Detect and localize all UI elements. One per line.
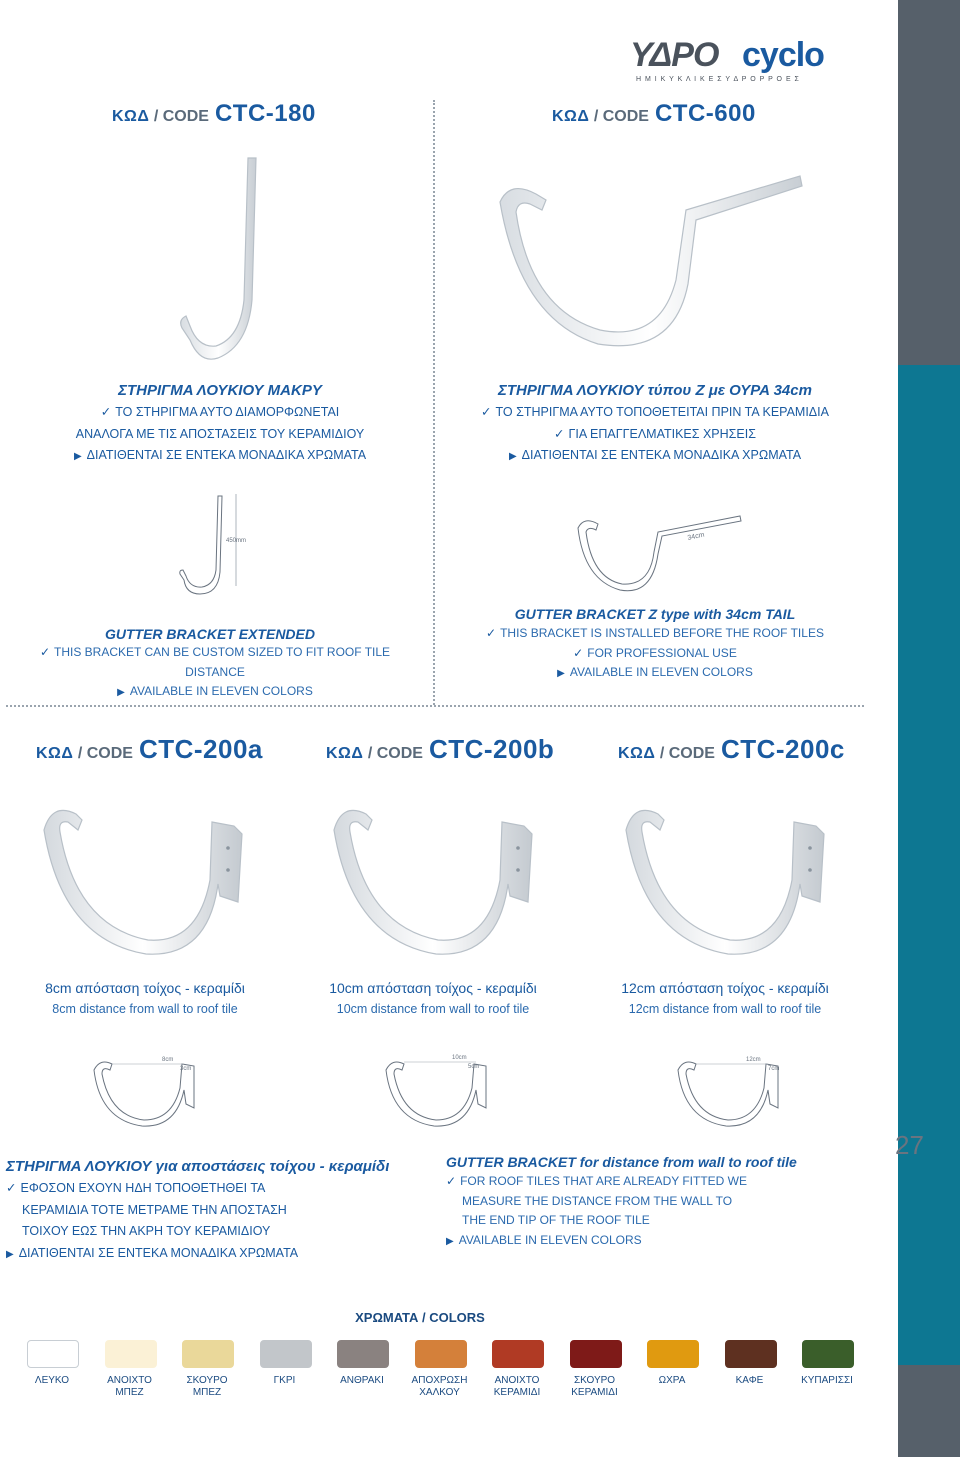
ctc600-title-gr: [470, 382, 840, 399]
code-prefix: ΚΩΔ: [618, 745, 656, 762]
color-label-line1: ΛΕΥΚΟ: [34, 1375, 70, 1386]
color-label-line1: ΑΝΟΙΧΤΟ: [107, 1375, 152, 1386]
color-label: [787, 1375, 867, 1387]
code-sep: / CODE: [149, 108, 209, 125]
column-divider: [433, 100, 435, 705]
color-label-line2: ΜΠΕΖ: [192, 1387, 222, 1398]
desc-line: [6, 1243, 426, 1266]
desc-line: [40, 402, 400, 424]
check-icon: ✓: [486, 626, 497, 640]
bottom-title-gr: [6, 1158, 426, 1175]
ctc200b-drawing: [380, 1050, 510, 1130]
desc-line: [40, 424, 400, 446]
code-ctc200b: [326, 734, 554, 765]
color-swatch: [647, 1340, 699, 1368]
ctc200c-distance: [600, 980, 850, 1016]
desc-line: [450, 402, 860, 424]
code-ctc200c: [618, 734, 845, 765]
color-label-line1: ΩΧΡΑ: [658, 1375, 686, 1386]
desc-text: ΔΙΑΤΙΘΕΝΤΑΙ ΣΕ ΕΝΤΕΚΑ ΜΟΝΑΔΙΚΑ ΧΡΩΜΑΤΑ: [521, 448, 802, 462]
dim-label: 450mm: [226, 538, 247, 544]
color-swatch: [802, 1340, 854, 1368]
desc-line: [10, 643, 420, 682]
distance-gr: 8cm απόσταση τοίχος - κεραμίδι: [45, 980, 245, 996]
color-label: [90, 1375, 170, 1399]
color-swatch: [182, 1340, 234, 1368]
ctc600-title-en: [480, 606, 830, 622]
color-label: [400, 1375, 480, 1399]
title-text: GUTTER BRACKET for distance from wall to roof tile: [446, 1154, 797, 1170]
desc-line: [450, 624, 860, 644]
check-icon: ✓: [554, 426, 565, 441]
color-label: [555, 1375, 635, 1399]
colors-heading: ΧΡΩΜΑΤΑ / COLORS: [355, 1310, 485, 1325]
desc-line: [446, 1231, 866, 1252]
desc-text: MEASURE THE DISTANCE FROM THE WALL TO: [462, 1193, 733, 1208]
bottom-title-en: [446, 1154, 866, 1170]
title-text: ΣΤΗΡΙΓΜΑ ΛΟΥΚΙΟΥ τύπου Z με ΟΥΡΑ 34cm: [498, 382, 812, 399]
ctc600-desc-gr: [450, 402, 860, 468]
color-label-line2: ΜΠΕΖ: [115, 1387, 144, 1398]
color-label-line1: ΚΑΦΕ: [735, 1375, 764, 1386]
color-label-line2: ΚΕΡΑΜΙΔΙ: [493, 1387, 541, 1398]
title-text: GUTTER BRACKET EXTENDED: [104, 626, 315, 642]
desc-line: [10, 682, 420, 703]
desc-line: [446, 1192, 866, 1212]
code-sep: / CODE: [655, 745, 715, 762]
color-label-line1: ΣΚΟΥΡΟ: [186, 1375, 228, 1386]
dim-label: 8cm: [162, 1057, 174, 1063]
color-label-line1: ΑΝΟΙΧΤΟ: [494, 1375, 540, 1386]
color-label-line2: ΧΑΛΚΟΥ: [419, 1387, 460, 1398]
color-label-line1: ΣΚΟΥΡΟ: [573, 1375, 616, 1386]
color-swatch: [570, 1340, 622, 1368]
ctc200b-photo: [328, 800, 548, 960]
desc-line: [6, 1178, 426, 1200]
color-label-line1: ΑΝΘΡΑΚΙ: [340, 1375, 384, 1386]
check-icon: ✓: [100, 405, 112, 419]
brand-logo: [630, 38, 865, 88]
code-sep: / CODE: [589, 108, 649, 125]
check-icon: ✓: [481, 405, 492, 419]
triangle-icon: ▶: [6, 1248, 14, 1260]
code-value: CTC-200b: [428, 734, 555, 764]
logo-tagline: Η Μ Ι Κ Υ Κ Λ Ι Κ Ε Σ Υ Δ Ρ Ο Ρ Ρ Ο Ε Σ: [636, 76, 800, 83]
triangle-icon: ▶: [117, 687, 125, 698]
check-icon: ✓: [6, 1181, 17, 1195]
code-sep: / CODE: [363, 745, 423, 762]
ctc180-drawing: [170, 490, 260, 600]
ctc600-photo: [490, 160, 820, 360]
ctc180-photo: [160, 150, 280, 380]
desc-text: ΤΟ ΣΤΗΡΙΓΜΑ ΑΥΤΟ ΤΟΠΟΘΕΤΕΙΤΑΙ ΠΡΙΝ ΤΑ ΚΕΡΑΜΙΔΙΑ: [495, 405, 829, 419]
dim-label: 34cm: [686, 531, 706, 542]
dim-label: 3cm: [180, 1066, 192, 1072]
code-value: CTC-200a: [138, 734, 263, 764]
desc-text: ΓΙΑ ΕΠΑΓΓΕΛΜΑΤΙΚΕΣ ΧΡΗΣΕΙΣ: [568, 426, 756, 441]
desc-line: [446, 1172, 866, 1192]
bottom-desc-en: [446, 1172, 866, 1251]
desc-line: [40, 445, 400, 468]
desc-text: THIS BRACKET CAN BE CUSTOM SIZED TO FIT ROOF TILE DISTANCE: [54, 645, 391, 679]
color-label: [710, 1375, 790, 1387]
section-divider: [6, 705, 864, 707]
desc-line: [6, 1221, 426, 1243]
ctc200a-photo: [38, 800, 258, 960]
color-swatch: [415, 1340, 467, 1368]
ctc200c-drawing: [672, 1050, 802, 1130]
logo-text-cyclo: cyclo: [742, 36, 824, 74]
code-ctc200a: [36, 734, 263, 765]
code-value: CTC-200c: [720, 734, 845, 764]
check-icon: ✓: [39, 645, 50, 659]
desc-text: THIS BRACKET IS INSTALLED BEFORE THE ROOF TILES: [500, 626, 824, 640]
title-text: ΣΤΗΡΙΓΜΑ ΛΟΥΚΙΟΥ για αποστάσεις τοίχου - κεραμίδι: [6, 1158, 390, 1175]
desc-line: [450, 445, 860, 468]
distance-en: 8cm distance from wall to roof tile: [52, 1002, 238, 1016]
code-sep: / CODE: [73, 745, 133, 762]
desc-text: ΑΝΑΛΟΓΑ ΜΕ ΤΙΣ ΑΠΟΣΤΑΣΕΙΣ ΤΟΥ ΚΕΡΑΜΙΔΙΟΥ: [75, 426, 365, 441]
check-icon: ✓: [573, 645, 584, 660]
color-label-line1: ΓΚΡΙ: [273, 1375, 296, 1386]
color-swatch: [105, 1340, 157, 1368]
ctc600-desc-en: [450, 624, 860, 684]
color-swatch: [492, 1340, 544, 1368]
ctc200a-distance: [20, 980, 270, 1016]
code-value: CTC-180: [214, 100, 316, 127]
ctc600-drawing: [570, 508, 750, 598]
title-text: ΣΤΗΡΙΓΜΑ ΛΟΥΚΙΟΥ ΜΑΚΡΥ: [118, 382, 322, 399]
triangle-icon: ▶: [508, 451, 517, 462]
desc-text: ΤΟ ΣΤΗΡΙΓΜΑ ΑΥΤΟ ΔΙΑΜΟΡΦΩΝΕΤΑΙ: [115, 405, 340, 419]
desc-text: ΤΟΙΧΟΥ ΕΩΣ ΤΗΝ ΑΚΡΗ ΤΟΥ ΚΕΡΑΜΙΔΙΟΥ: [22, 1224, 271, 1238]
code-prefix: ΚΩΔ: [36, 745, 74, 762]
color-label: [632, 1375, 712, 1387]
code-value: CTC-600: [654, 100, 756, 127]
logo-text-ydro: ΥΔΡΟ: [630, 36, 719, 74]
ctc200a-drawing: [88, 1050, 218, 1130]
color-label-line1: ΑΠΟΧΡΩΣΗ: [411, 1375, 468, 1386]
color-label: [322, 1375, 402, 1387]
check-icon: ✓: [446, 1174, 457, 1188]
desc-text: FOR ROOF TILES THAT ARE ALREADY FITTED WE: [460, 1174, 748, 1188]
code-ctc180: [112, 100, 316, 128]
title-text: GUTTER BRACKET Z type with 34cm TAIL: [514, 606, 796, 622]
ctc200c-photo: [620, 800, 840, 960]
desc-text: AVAILABLE IN ELEVEN COLORS: [458, 1232, 642, 1247]
desc-line: [6, 1200, 426, 1222]
triangle-icon: ▶: [446, 1235, 454, 1247]
bottom-desc-gr: [6, 1178, 426, 1265]
desc-line: [450, 644, 860, 664]
color-label: [245, 1375, 325, 1387]
color-swatch: [260, 1340, 312, 1368]
ctc180-title-gr: [60, 382, 380, 399]
dim-label: 5cm: [468, 1064, 480, 1070]
ctc180-desc-en: [10, 643, 420, 703]
desc-text: ΔΙΑΤΙΘΕΝΤΑΙ ΣΕ ΕΝΤΕΚΑ ΜΟΝΑΔΙΚΑ ΧΡΩΜΑΤΑ: [18, 1245, 299, 1260]
color-label: [477, 1375, 557, 1399]
color-label-line1: ΚΥΠΑΡΙΣΣΙ: [801, 1375, 853, 1386]
code-prefix: ΚΩΔ: [552, 108, 590, 125]
color-swatch: [725, 1340, 777, 1368]
ctc200b-distance: [308, 980, 558, 1016]
dim-label: 7cm: [768, 1066, 780, 1072]
side-band-accent: [898, 365, 960, 1365]
code-ctc600: [552, 100, 756, 128]
distance-gr: 12cm απόσταση τοίχος - κεραμίδι: [621, 980, 829, 996]
desc-text: THE END TIP OF THE ROOF TILE: [462, 1213, 650, 1227]
desc-line: [446, 1211, 866, 1231]
color-label-line2: ΚΕΡΑΜΙΔΙ: [571, 1387, 618, 1398]
code-prefix: ΚΩΔ: [112, 108, 150, 125]
color-label: [12, 1375, 92, 1387]
distance-en: 12cm distance from wall to roof tile: [628, 1002, 822, 1016]
dim-label: 10cm: [452, 1055, 467, 1061]
desc-text: AVAILABLE IN ELEVEN COLORS: [129, 684, 313, 698]
desc-text: ΕΦΟΣΟΝ ΕΧΟΥΝ ΗΔΗ ΤΟΠΟΘΕΤΗΘΕΙ ΤΑ: [20, 1181, 266, 1195]
color-swatch: [27, 1340, 79, 1368]
ctc180-desc-gr: [40, 402, 400, 468]
code-prefix: ΚΩΔ: [326, 745, 364, 762]
dim-label: 12cm: [746, 1057, 761, 1063]
page-number: 27: [895, 1130, 924, 1160]
distance-en: 10cm distance from wall to roof tile: [336, 1002, 530, 1016]
desc-text: ΚΕΡΑΜΙΔΙΑ ΤΟΤΕ ΜΕΤΡΑΜΕ ΤΗΝ ΑΠΟΣΤΑΣΗ: [22, 1202, 287, 1217]
color-swatch: [337, 1340, 389, 1368]
distance-gr: 10cm απόσταση τοίχος - κεραμίδι: [329, 980, 537, 996]
desc-text: FOR PROFESSIONAL USE: [587, 645, 737, 660]
desc-text: ΔΙΑΤΙΘΕΝΤΑΙ ΣΕ ΕΝΤΕΚΑ ΜΟΝΑΔΙΚΑ ΧΡΩΜΑΤΑ: [86, 448, 367, 462]
desc-line: [450, 663, 860, 684]
desc-line: [450, 424, 860, 446]
triangle-icon: ▶: [557, 668, 565, 679]
desc-text: AVAILABLE IN ELEVEN COLORS: [569, 665, 753, 679]
color-label: [167, 1375, 247, 1399]
ctc180-title-en: [60, 626, 360, 642]
triangle-icon: ▶: [73, 451, 82, 462]
